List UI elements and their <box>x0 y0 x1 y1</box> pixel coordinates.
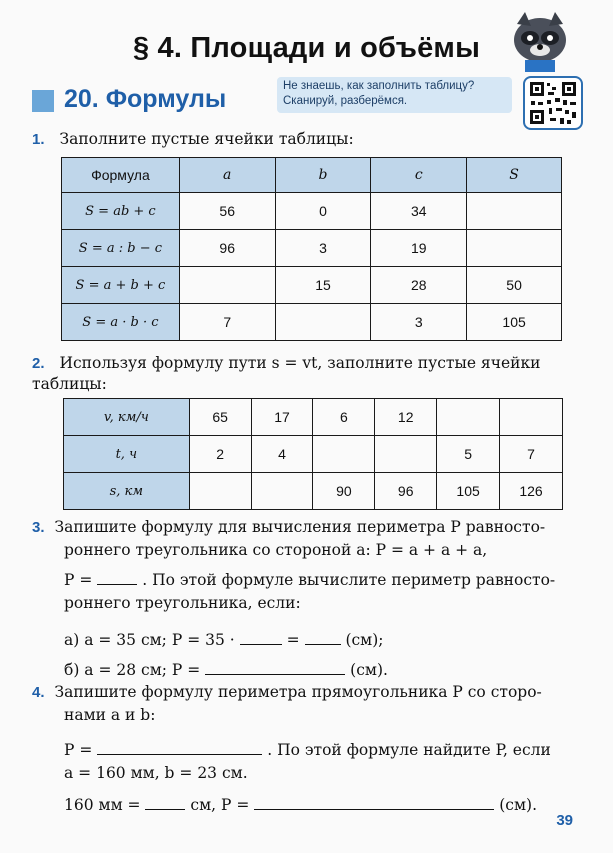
answer-blank[interactable] <box>97 740 262 755</box>
task-number: 1. <box>32 131 45 148</box>
qr-hint: Не знаешь, как заполнить таблицу? Сканируй, разберёмся. <box>277 77 512 113</box>
motion-table <box>63 398 563 510</box>
raccoon-mascot-icon <box>505 10 575 72</box>
value-cell: 15 <box>275 267 371 304</box>
task-2-prompt <box>32 353 572 395</box>
blank-cell[interactable] <box>179 267 275 304</box>
answer-blank[interactable] <box>305 630 341 645</box>
value-cell: 126 <box>500 473 563 510</box>
value-cell: 12 <box>375 399 437 436</box>
value-cell: 28 <box>371 267 467 304</box>
task-number: 3. <box>32 519 45 536</box>
blank-cell[interactable] <box>500 399 563 436</box>
task-text: Заполните пустые ячейки таблицы: <box>59 130 354 148</box>
value-cell: 65 <box>189 399 251 436</box>
blank-cell[interactable] <box>275 304 371 341</box>
value-cell: 34 <box>371 193 467 230</box>
value-cell: 3 <box>275 230 371 267</box>
blank-cell[interactable] <box>467 193 562 230</box>
table-header-row <box>62 158 562 193</box>
formula-cell: S = a : b − c <box>62 230 180 267</box>
section-marker <box>32 90 54 112</box>
task-4 <box>32 682 577 816</box>
table-row <box>62 193 562 230</box>
answer-blank[interactable] <box>240 630 282 645</box>
value-cell: 17 <box>251 399 313 436</box>
chapter-title: § 4. Площади и объёмы <box>132 32 481 64</box>
table-row <box>64 399 563 436</box>
table-row <box>64 473 563 510</box>
table-row <box>62 267 562 304</box>
task-1-prompt <box>32 129 354 150</box>
equals-sign: = <box>286 631 300 649</box>
task-3 <box>32 517 577 681</box>
value-cell: 5 <box>437 436 500 473</box>
value-cell: 7 <box>179 304 275 341</box>
qr-code-icon[interactable] <box>523 76 583 130</box>
task-text: P = <box>64 741 93 759</box>
value-cell: 0 <box>275 193 371 230</box>
task-text: . По этой формуле вычислите периметр равносто- <box>142 571 556 589</box>
unit-label: (см). <box>499 796 537 814</box>
value-cell: 7 <box>500 436 563 473</box>
value-cell: 3 <box>371 304 467 341</box>
value-cell: 4 <box>251 436 313 473</box>
formula-table <box>61 157 562 341</box>
answer-blank[interactable] <box>145 795 185 810</box>
sub-task-label: б) a = 28 см; P = <box>64 661 201 679</box>
value-cell: 105 <box>437 473 500 510</box>
blank-cell[interactable] <box>437 399 500 436</box>
value-cell: 96 <box>375 473 437 510</box>
unit-label: (см). <box>350 661 388 679</box>
page-number: 39 <box>556 812 573 829</box>
sub-task-label: а) a = 35 см; P = 35 · <box>64 631 235 649</box>
table-row <box>62 230 562 267</box>
task-text-line: нами a и b: <box>64 706 156 724</box>
formula-cell: S = a + b + c <box>62 267 180 304</box>
task-text: см, P = <box>190 796 250 814</box>
value-cell: 90 <box>313 473 375 510</box>
blank-cell[interactable] <box>251 473 313 510</box>
row-header-cell: t, ч <box>64 436 190 473</box>
task-text-line: a = 160 мм, b = 23 см. <box>64 764 248 782</box>
answer-blank[interactable] <box>254 795 494 810</box>
header-cell: Формула <box>62 158 180 193</box>
formula-cell: S = ab + c <box>62 193 180 230</box>
task-text-line: роннего треугольника со стороной a: P = a + a + a, <box>64 541 488 559</box>
value-cell: 56 <box>179 193 275 230</box>
header-cell: S <box>467 158 562 193</box>
task-text-line: Запишите формулу для вычисления периметра P равносто- <box>54 518 546 536</box>
blank-cell[interactable] <box>313 436 375 473</box>
value-cell: 19 <box>371 230 467 267</box>
task-text-line: роннего треугольника, если: <box>64 594 301 612</box>
answer-blank[interactable] <box>97 570 137 585</box>
header-cell: b <box>275 158 371 193</box>
task-text: Используя формулу пути s = vt, заполните пустые ячейки таблицы: <box>32 354 541 393</box>
task-text: 160 мм = <box>64 796 141 814</box>
task-number: 4. <box>32 684 45 701</box>
value-cell: 105 <box>467 304 562 341</box>
value-cell: 2 <box>189 436 251 473</box>
row-header-cell: s, км <box>64 473 190 510</box>
task-number: 2. <box>32 355 45 372</box>
unit-label: (см); <box>345 631 384 649</box>
header-cell: c <box>371 158 467 193</box>
header-cell: a <box>179 158 275 193</box>
table-row <box>62 304 562 341</box>
table-row <box>64 436 563 473</box>
value-cell: 6 <box>313 399 375 436</box>
row-header-cell: v, км/ч <box>64 399 190 436</box>
blank-cell[interactable] <box>375 436 437 473</box>
formula-cell: S = a · b · c <box>62 304 180 341</box>
value-cell: 50 <box>467 267 562 304</box>
section-title: 20. Формулы <box>64 85 227 113</box>
blank-cell[interactable] <box>189 473 251 510</box>
task-text: P = <box>64 571 93 589</box>
task-text: . По этой формуле найдите P, если <box>267 741 551 759</box>
task-text-line: Запишите формулу периметра прямоугольника P со сторо- <box>54 683 542 701</box>
answer-blank[interactable] <box>205 660 345 675</box>
value-cell: 96 <box>179 230 275 267</box>
blank-cell[interactable] <box>467 230 562 267</box>
